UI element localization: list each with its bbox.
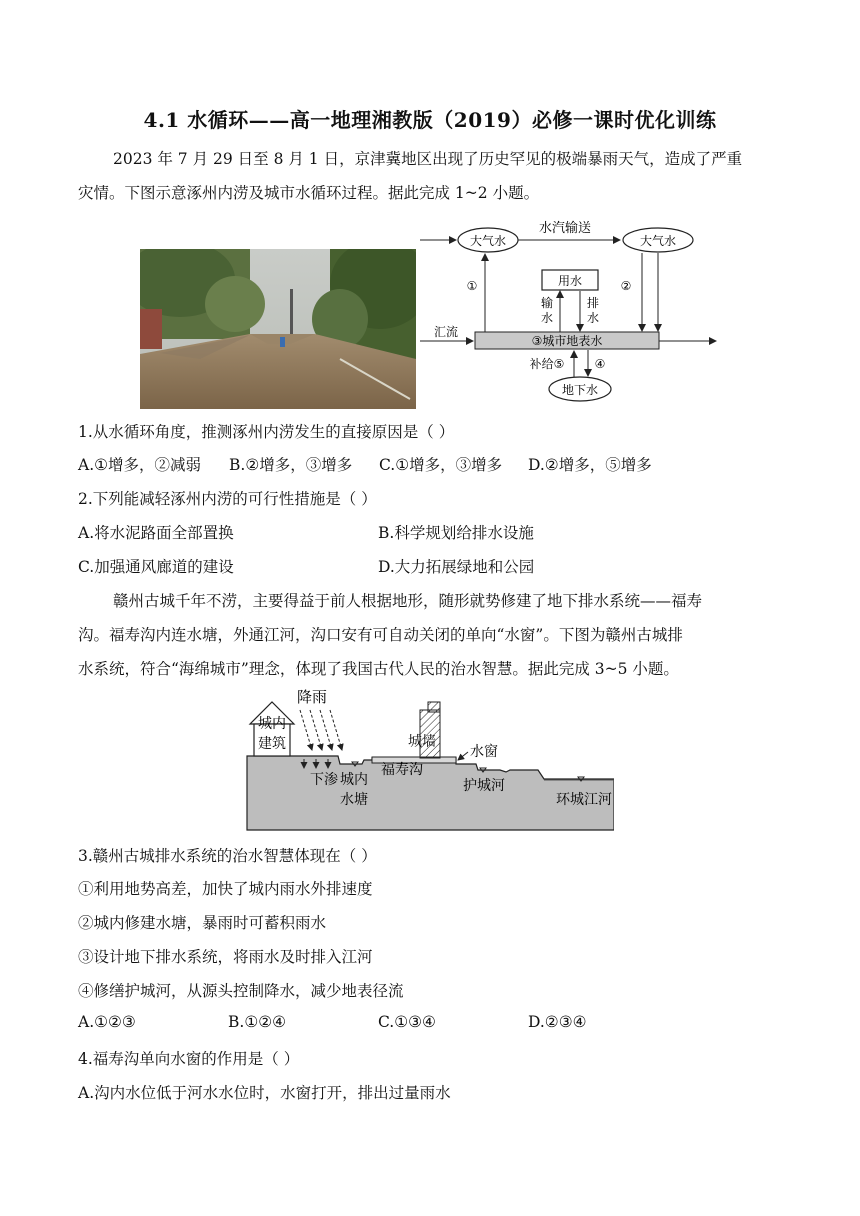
- building-label-1: 城内: [258, 716, 286, 732]
- moat-label: 护城河: [463, 778, 505, 794]
- pond-label-2: 水塘: [340, 792, 368, 808]
- q1-option-c[interactable]: C.①增多，③增多: [379, 456, 503, 474]
- mark-1: ①: [466, 279, 478, 293]
- pond-label-1: 城内: [340, 772, 368, 788]
- wall-label: 城墙: [408, 734, 436, 750]
- vapor-transport-label: 水汽输送: [538, 221, 592, 236]
- mark-2: ②: [620, 279, 632, 293]
- q3-item-4: ④修缮护城河，从源头控制降水，减少地表径流: [78, 982, 404, 1000]
- intro2-line2: 沟。福寿沟内连水塘，外通江河，沟口安有可自动关闭的单向“水窗”。下图为赣州古城排: [78, 626, 683, 644]
- river-label: 环城江河: [556, 792, 612, 808]
- supply-label-2: 水: [540, 311, 554, 325]
- q4-option-a[interactable]: A.沟内水位低于河水水位时，水窗打开，排出过量雨水: [78, 1084, 451, 1102]
- q4-stem: 4.福寿沟单向水窗的作用是（ ）: [78, 1050, 300, 1068]
- document-title: 4.1 水循环——高一地理湘教版（2019）必修一课时优化训练: [143, 108, 717, 132]
- q3-stem: 3.赣州古城排水系统的治水智慧体现在（ ）: [78, 847, 377, 865]
- q1-option-b[interactable]: B.②增多，③增多: [229, 456, 353, 474]
- q2-option-b[interactable]: B.科学规划给排水设施: [378, 524, 534, 542]
- water-cycle-diagram: [420, 215, 720, 407]
- drainage-diagram: [244, 684, 614, 834]
- surface-water-label: ③城市地表水: [531, 334, 603, 348]
- q2-option-c[interactable]: C.加强通风廊道的建设: [78, 558, 234, 576]
- q3-option-c[interactable]: C.①③④: [378, 1013, 436, 1031]
- q3-option-b[interactable]: B.①②④: [228, 1013, 287, 1031]
- intro2-line1: 赣州古城千年不涝，主要得益于前人根据地形，随形就势修建了地下排水系统——福寿: [113, 592, 703, 610]
- q2-option-a[interactable]: A.将水泥路面全部置换: [78, 524, 234, 542]
- intro2-line3: 水系统，符合“海绵城市”理念，体现了我国古代人民的治水智慧。据此完成 3~5 小题。: [78, 660, 679, 678]
- q3-item-1: ①利用地势高差，加快了城内雨水外排速度: [78, 880, 373, 898]
- q3-item-3: ③设计地下排水系统，将雨水及时排入江河: [78, 948, 373, 966]
- water-use-label: 用水: [557, 274, 583, 288]
- mark-4: ④: [594, 357, 606, 371]
- confluence-label: 汇流: [433, 325, 459, 339]
- q2-option-d[interactable]: D.大力拓展绿地和公园: [378, 558, 535, 576]
- q2-stem: 2.下列能减轻涿州内涝的可行性措施是（ ）: [78, 490, 377, 508]
- infiltration-label: 下渗: [310, 772, 338, 788]
- q1-stem: 1.从水循环角度，推测涿州内涝发生的直接原因是（ ）: [78, 423, 455, 441]
- intro1-line1: 2023 年 7 月 29 日至 8 月 1 日，京津冀地区出现了历史罕见的极端暴雨天气，造成了严重: [113, 150, 743, 168]
- intro1-line2: 灾情。下图示意涿州内涝及城市水循环过程。据此完成 1~2 小题。: [78, 184, 540, 202]
- atmos-right-label: 大气水: [639, 234, 677, 248]
- building-label-2: 建筑: [258, 736, 286, 752]
- q1-option-d[interactable]: D.②增多，⑤增多: [528, 456, 652, 474]
- q1-option-a[interactable]: A.①增多，②减弱: [78, 456, 202, 474]
- fushou-label: 福寿沟: [381, 762, 423, 778]
- recharge-label: 补给⑤: [529, 357, 565, 371]
- q3-option-a[interactable]: A.①②③: [78, 1013, 136, 1031]
- q3-option-d[interactable]: D.②③④: [528, 1013, 587, 1031]
- atmos-left-label: 大气水: [469, 234, 507, 248]
- supply-label-1: 输: [540, 296, 554, 310]
- drain-label-1: 排: [586, 296, 600, 310]
- window-label: 水窗: [470, 744, 498, 760]
- drain-label-2: 水: [586, 311, 600, 325]
- flood-photo: [140, 249, 416, 409]
- groundwater-label: 地下水: [561, 383, 599, 397]
- rain-label: 降雨: [296, 688, 328, 706]
- q3-item-2: ②城内修建水塘，暴雨时可蓄积雨水: [78, 914, 327, 932]
